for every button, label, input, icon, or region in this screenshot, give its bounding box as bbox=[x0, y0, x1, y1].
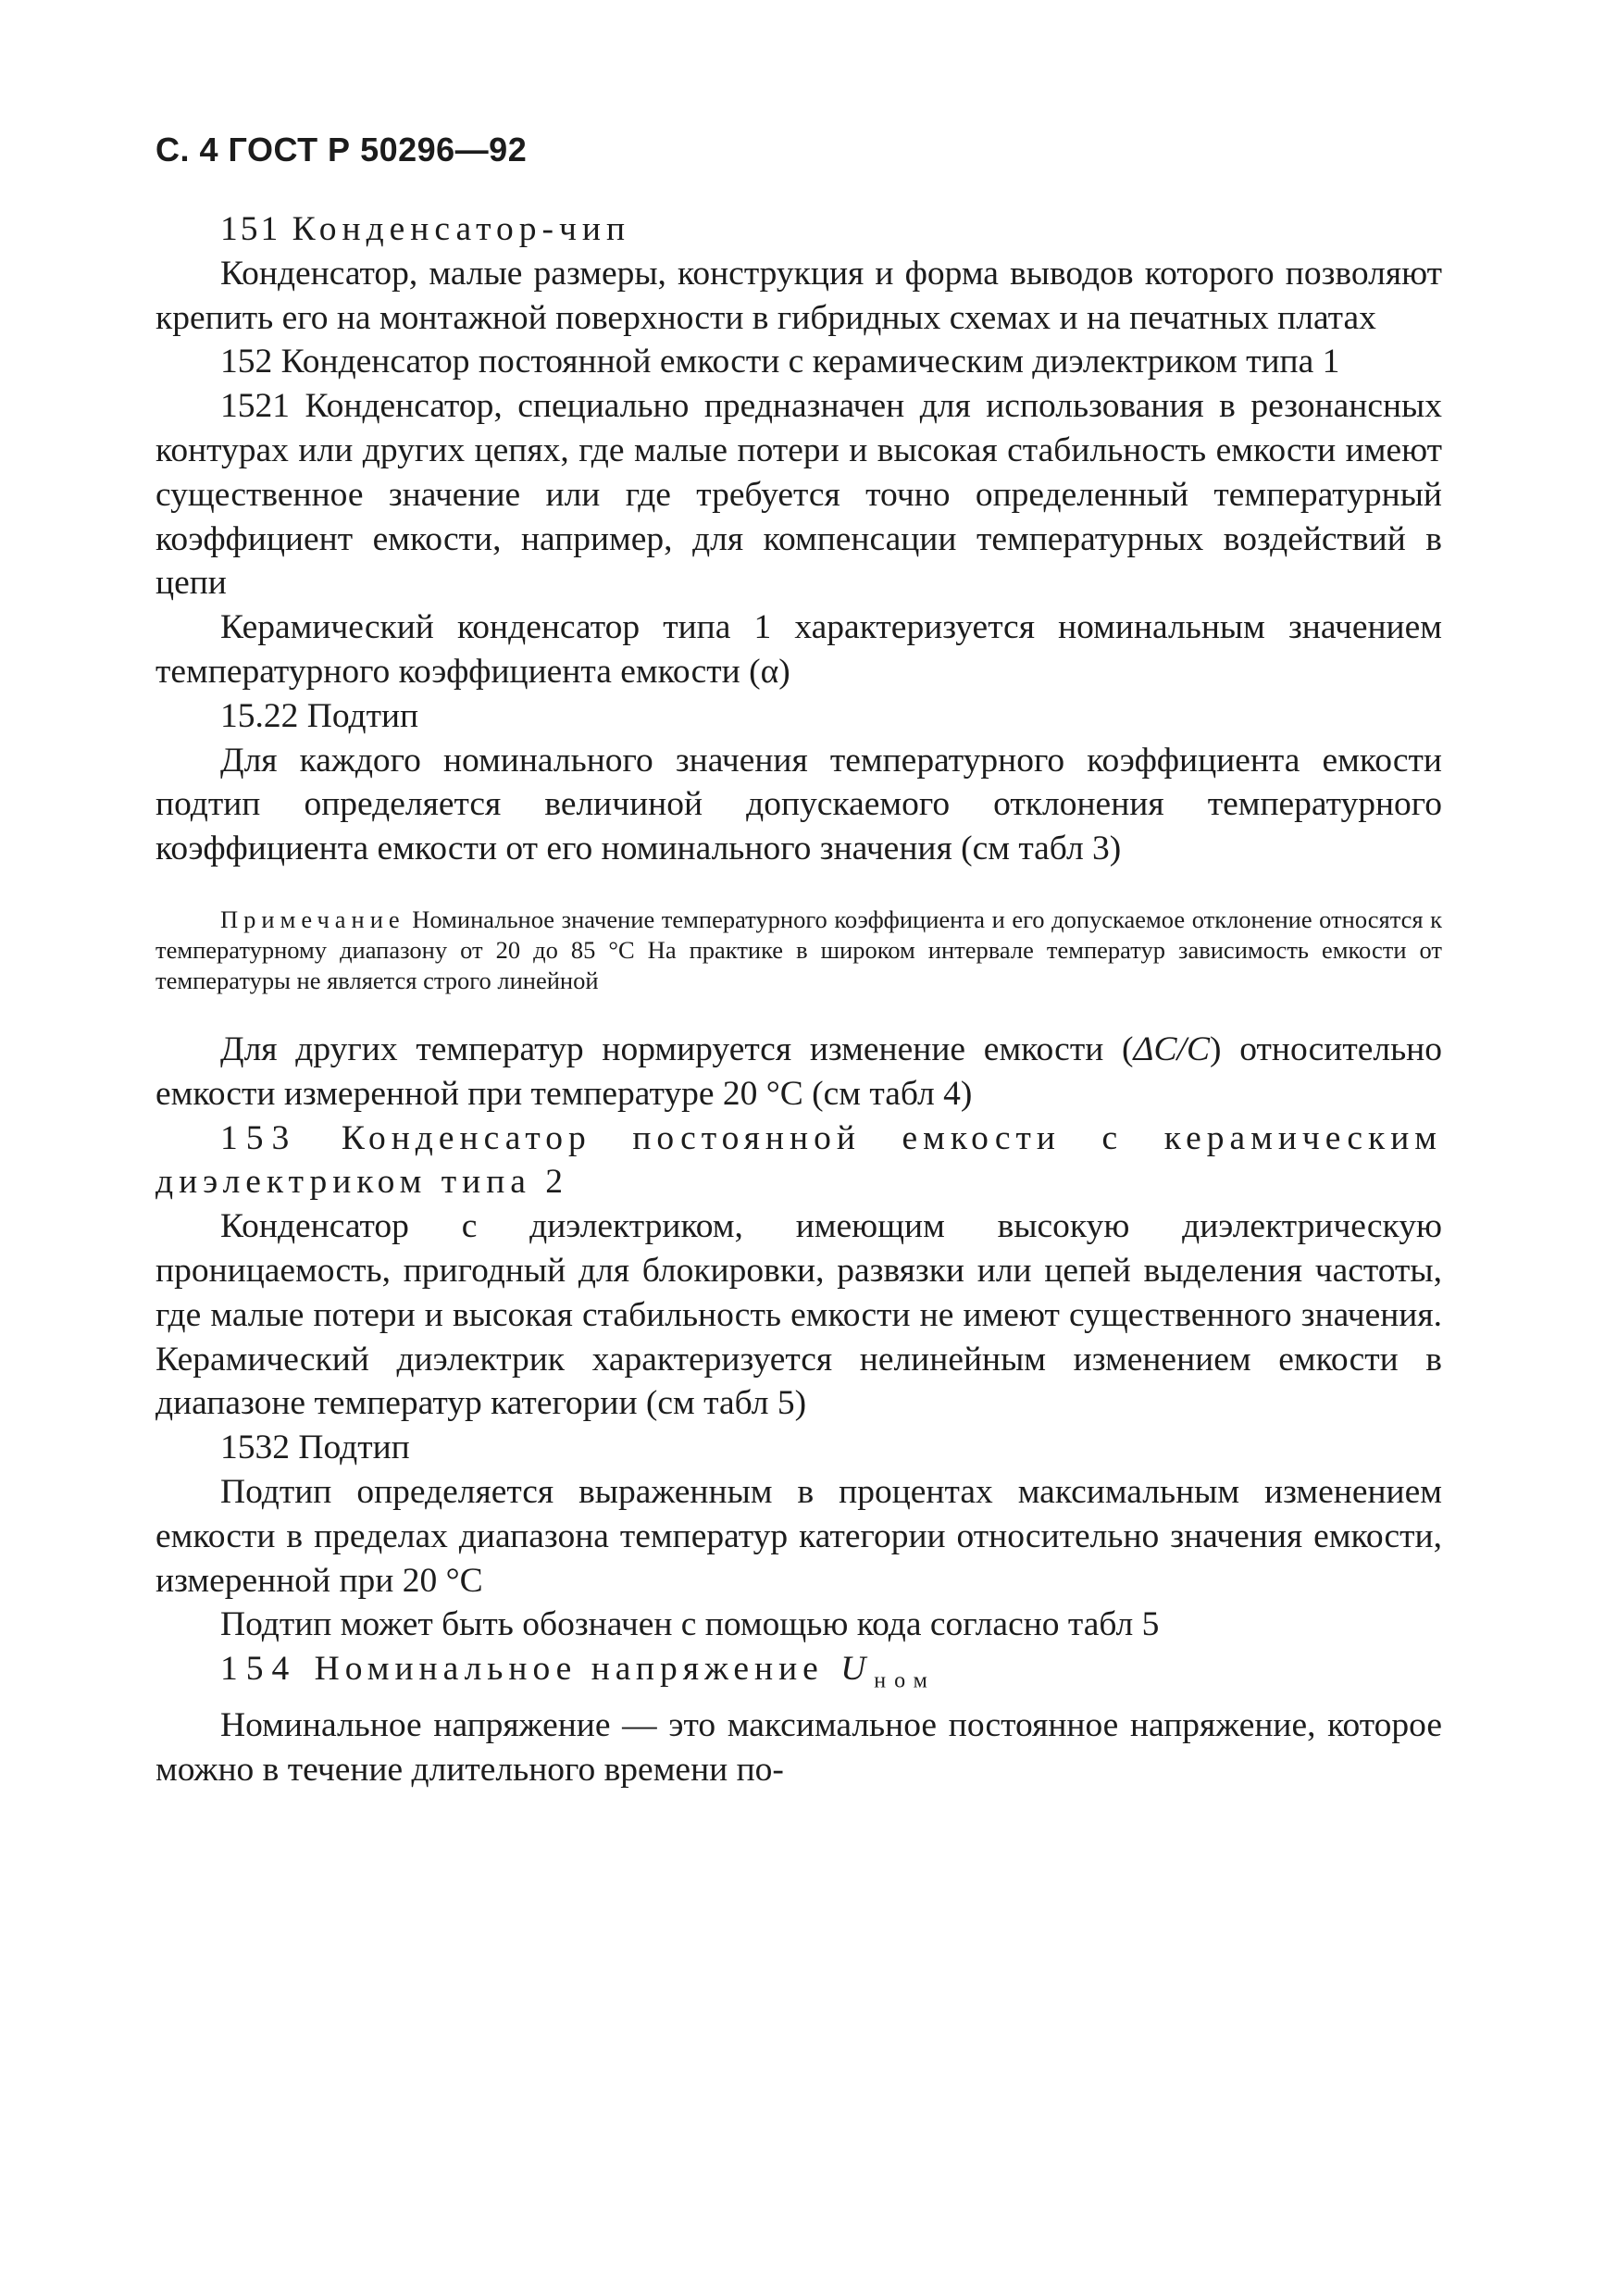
after-note-text-b: ) относительно емкости измеренной при температуре 20 °С (см табл 4) bbox=[155, 1029, 1443, 1113]
section-153-heading bbox=[155, 1117, 1442, 1205]
section-151-number: 151 bbox=[220, 210, 281, 248]
note-label: Примечание bbox=[220, 905, 405, 933]
voltage-symbol-subscript: ном bbox=[874, 1668, 936, 1693]
section-1532-heading: 1532 Подтип bbox=[220, 1429, 410, 1467]
section-152-heading: 152 Конденсатор постоянной емкости с керамическим диэлектриком типа 1 bbox=[220, 343, 1340, 381]
section-154-text: Номинальное напряжение — это максимальное постоянное напряжение, которое можно в течение длительного времени по- bbox=[155, 1706, 1442, 1790]
section-1521-text-2: Керамический конденсатор типа 1 характеризуется номинальным значением температурного коэффициента емкости (α) bbox=[155, 608, 1442, 691]
section-1522-heading: 15.22 Подтип bbox=[220, 696, 419, 735]
after-note-text bbox=[155, 1028, 1442, 1117]
section-154-heading bbox=[155, 1647, 1442, 1703]
voltage-symbol bbox=[840, 1650, 936, 1693]
section-1532-text-2: Подтип может быть обозначен с помощью кода согласно табл 5 bbox=[220, 1605, 1160, 1644]
after-note-text-a: Для других температур нормируется изменение емкости ( bbox=[220, 1029, 1134, 1068]
section-151-title: Конденсатор-чип bbox=[292, 210, 631, 248]
capacitance-ratio-symbol: ΔC/C bbox=[1133, 1029, 1210, 1068]
section-154-number: 154 bbox=[220, 1650, 298, 1689]
page-header: С. 4 ГОСТ Р 50296—92 bbox=[155, 131, 528, 168]
section-151-text: Конденсатор, малые размеры, конструкция и форма выводов которого позволяют крепить его на монтажной поверхности в гибридных схемах и на печатных платах bbox=[155, 254, 1442, 337]
section-153-number: 153 bbox=[220, 1118, 298, 1157]
note-paragraph bbox=[155, 905, 1442, 996]
section-1522-text: Для каждого номинального значения температурного коэффициента емкости подтип определяется величиной допускаемого отклонения температурного коэффициента емкости от его номинального значения (см табл 3) bbox=[155, 741, 1442, 868]
section-1532-text: Подтип определяется выраженным в процентах максимальным изменением емкости в пределах диапазона температур категории относительно значения емкости, измеренной при 20 °С bbox=[155, 1472, 1442, 1600]
section-153-text: Конденсатор с диэлектриком, имеющим высокую диэлектрическую проницаемость, пригодный для блокировки, развязки или цепей выделения частоты, где малые потери и высокая стабильность емкости не имеют существенного значения. Керамический диэлектрик характеризуется нелинейным изменением емкости в диапазоне температур категории (см табл 5) bbox=[155, 1207, 1442, 1423]
document-page bbox=[155, 130, 1442, 2203]
section-154-title: Номинальное напряжение bbox=[314, 1650, 824, 1689]
voltage-symbol-letter: U bbox=[840, 1650, 875, 1689]
section-153-title: Конденсатор постоянной емкости с керамическим диэлектриком типа 2 bbox=[155, 1118, 1443, 1202]
section-1521-text: 1521 Конденсатор, специально предназначен для использования в резонансных контурах или других цепях, где малые потери и высокая стабильность емкости имеют существенное значение или где требуется точно определенный температурный коэффициент емкости, например, для компенсации температурных воздействий в цепи bbox=[155, 387, 1442, 603]
section-151-heading bbox=[155, 207, 1442, 252]
note-text: Номинальное значение температурного коэффициента и его допускаемое отклонение относятся к температурному диапазону от 20 до 85 °С На практике в широком интервале температур зависимость емкости от температуры не является строго линейной bbox=[155, 905, 1443, 994]
